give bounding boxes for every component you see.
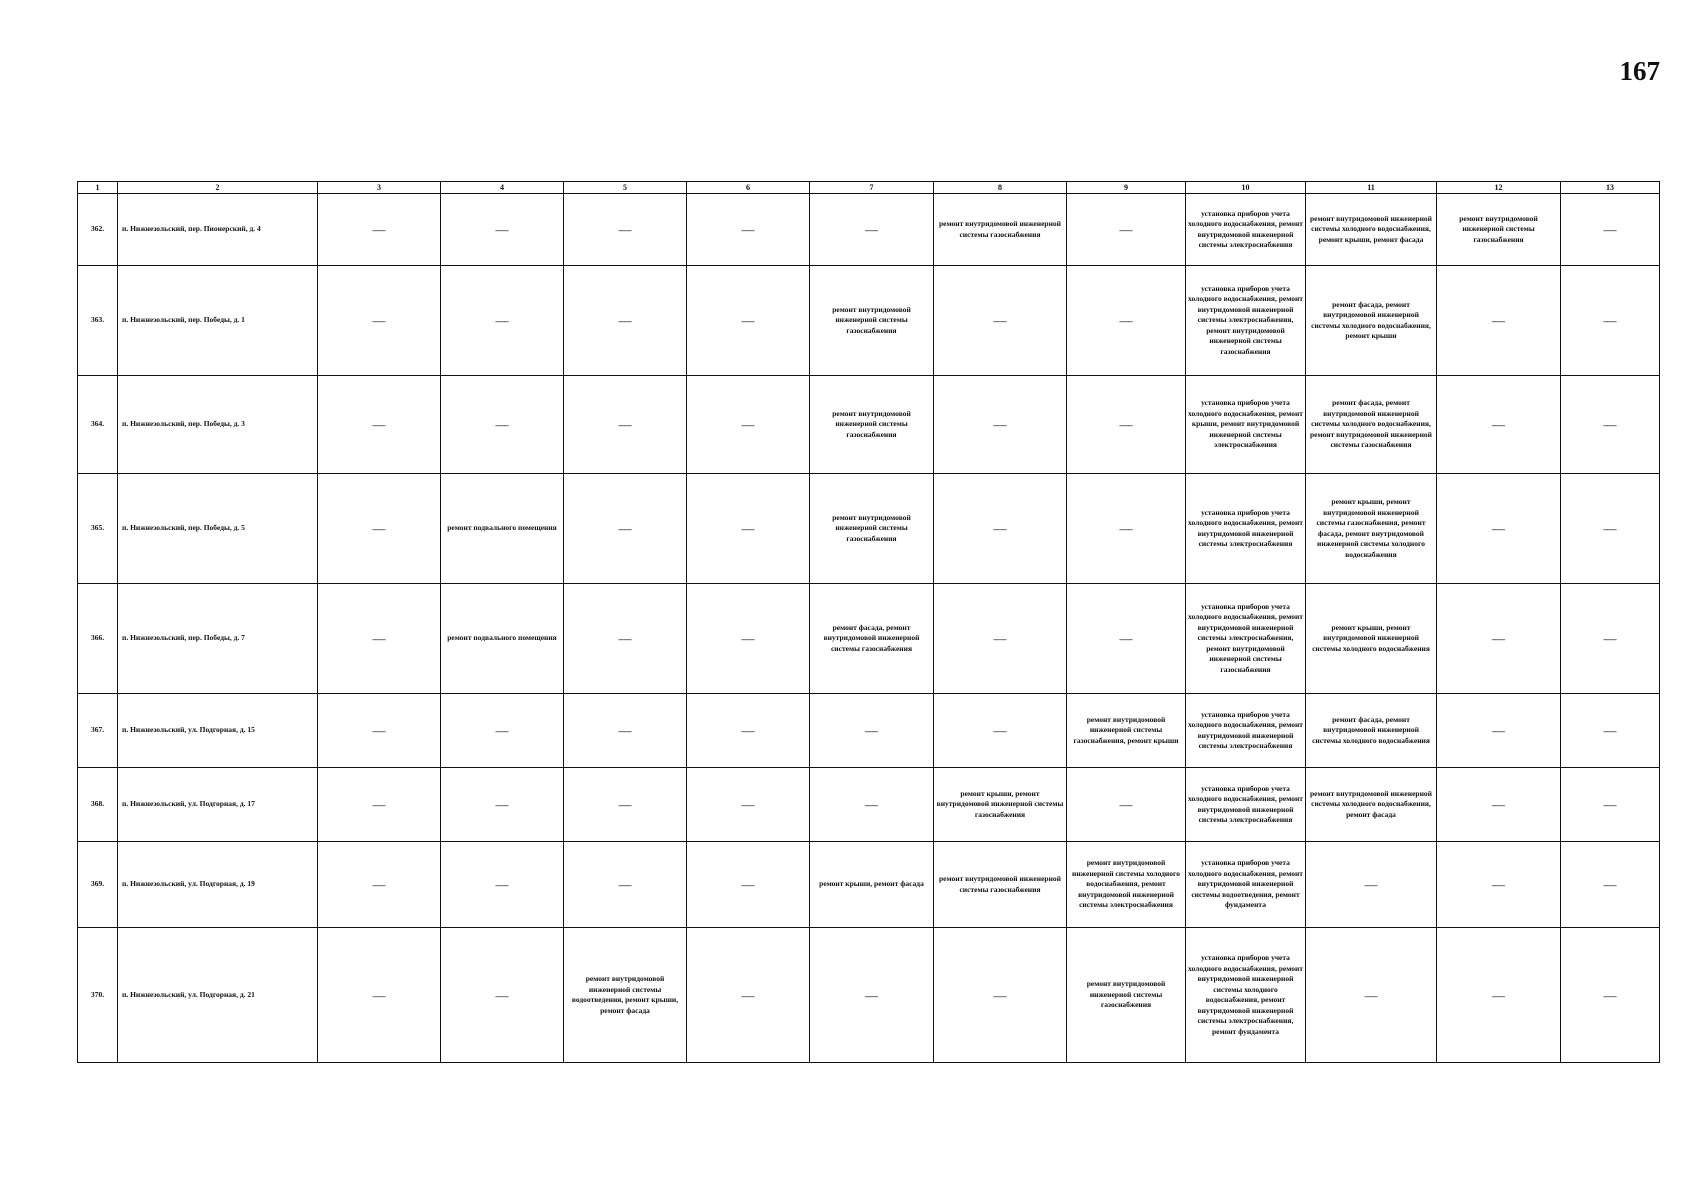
- row-number-cell: 367.: [78, 694, 118, 768]
- empty-dash-cell: —: [318, 266, 441, 376]
- empty-dash-cell: —: [934, 694, 1067, 768]
- work-type-cell: ремонт внутридомовой инженерной системы холодного водоснабжения, ремонт фасада: [1306, 768, 1437, 842]
- row-number-cell: 363.: [78, 266, 118, 376]
- work-type-cell: ремонт крыши, ремонт фасада: [810, 842, 934, 928]
- empty-dash-cell: —: [564, 474, 687, 584]
- empty-dash-cell: —: [687, 928, 810, 1063]
- empty-dash-cell: —: [1561, 376, 1660, 474]
- work-type-cell: установка приборов учета холодного водоснабжения, ремонт внутридомовой инженерной системы электроснабжения, ремонт внутридомовой инженерной системы газоснабжения: [1186, 266, 1306, 376]
- column-number: 7: [810, 182, 934, 194]
- column-number: 6: [687, 182, 810, 194]
- work-type-cell: ремонт фасада, ремонт внутридомовой инженерной системы холодного водоснабжения, ремонт внутридомовой инженерной системы газоснабжения: [1306, 376, 1437, 474]
- row-number-cell: 368.: [78, 768, 118, 842]
- work-type-cell: ремонт внутридомовой инженерной системы газоснабжения: [810, 266, 934, 376]
- table-row: [78, 376, 1660, 474]
- empty-dash-cell: —: [1437, 928, 1561, 1063]
- address-cell: п. Нижнезольский, ул. Подгорная, д. 21: [118, 928, 318, 1063]
- table-row: [78, 842, 1660, 928]
- work-type-cell: установка приборов учета холодного водоснабжения, ремонт внутридомовой инженерной системы электроснабжения: [1186, 194, 1306, 266]
- address-cell: п. Нижнезольский, ул. Подгорная, д. 19: [118, 842, 318, 928]
- address-cell: п. Нижнезольский, ул. Подгорная, д. 15: [118, 694, 318, 768]
- work-type-cell: установка приборов учета холодного водоснабжения, ремонт внутридомовой инженерной системы электроснабжения: [1186, 768, 1306, 842]
- table-row: [78, 474, 1660, 584]
- table-row: [78, 584, 1660, 694]
- empty-dash-cell: —: [687, 768, 810, 842]
- empty-dash-cell: —: [810, 194, 934, 266]
- work-type-cell: ремонт внутридомовой инженерной системы газоснабжения: [934, 194, 1067, 266]
- empty-dash-cell: —: [810, 694, 934, 768]
- empty-dash-cell: —: [318, 584, 441, 694]
- row-number-cell: 362.: [78, 194, 118, 266]
- empty-dash-cell: —: [687, 694, 810, 768]
- work-type-cell: установка приборов учета холодного водоснабжения, ремонт внутридомовой инженерной системы электроснабжения: [1186, 474, 1306, 584]
- empty-dash-cell: —: [1067, 474, 1186, 584]
- empty-dash-cell: —: [934, 928, 1067, 1063]
- column-number-row: [78, 182, 1660, 194]
- empty-dash-cell: —: [564, 584, 687, 694]
- empty-dash-cell: —: [1561, 842, 1660, 928]
- work-type-cell: установка приборов учета холодного водоснабжения, ремонт крыши, ремонт внутридомовой инженерной системы электроснабжения: [1186, 376, 1306, 474]
- row-number-cell: 370.: [78, 928, 118, 1063]
- row-number-cell: 364.: [78, 376, 118, 474]
- empty-dash-cell: —: [318, 694, 441, 768]
- repair-register-table: [77, 181, 1660, 1063]
- empty-dash-cell: —: [441, 376, 564, 474]
- column-number: 5: [564, 182, 687, 194]
- empty-dash-cell: —: [1561, 474, 1660, 584]
- address-cell: п. Нижнезольский, пер. Победы, д. 5: [118, 474, 318, 584]
- column-number: 4: [441, 182, 564, 194]
- empty-dash-cell: —: [687, 266, 810, 376]
- empty-dash-cell: —: [441, 928, 564, 1063]
- page-number: 167: [1619, 56, 1660, 86]
- work-type-cell: ремонт внутридомовой инженерной системы газоснабжения: [810, 376, 934, 474]
- empty-dash-cell: —: [1067, 266, 1186, 376]
- empty-dash-cell: —: [1437, 266, 1561, 376]
- work-type-cell: ремонт подвального помещения: [441, 474, 564, 584]
- empty-dash-cell: —: [441, 768, 564, 842]
- empty-dash-cell: —: [1437, 694, 1561, 768]
- address-cell: п. Нижнезольский, пер. Победы, д. 3: [118, 376, 318, 474]
- empty-dash-cell: —: [1437, 842, 1561, 928]
- empty-dash-cell: —: [687, 584, 810, 694]
- empty-dash-cell: —: [810, 928, 934, 1063]
- work-type-cell: ремонт внутридомовой инженерной системы газоснабжения, ремонт крыши: [1067, 694, 1186, 768]
- work-type-cell: ремонт крыши, ремонт внутридомовой инженерной системы холодного водоснабжения: [1306, 584, 1437, 694]
- address-cell: п. Нижнезольский, пер. Победы, д. 7: [118, 584, 318, 694]
- empty-dash-cell: —: [564, 376, 687, 474]
- column-number: 9: [1067, 182, 1186, 194]
- empty-dash-cell: —: [564, 194, 687, 266]
- empty-dash-cell: —: [441, 266, 564, 376]
- column-number: 1: [78, 182, 118, 194]
- column-number: 3: [318, 182, 441, 194]
- empty-dash-cell: —: [1437, 474, 1561, 584]
- column-number: 2: [118, 182, 318, 194]
- work-type-cell: ремонт внутридомовой инженерной системы газоснабжения: [1437, 194, 1561, 266]
- work-type-cell: установка приборов учета холодного водоснабжения, ремонт внутридомовой инженерной системы водоотведения, ремонт фундамента: [1186, 842, 1306, 928]
- column-number: 12: [1437, 182, 1561, 194]
- empty-dash-cell: —: [810, 768, 934, 842]
- work-type-cell: ремонт подвального помещения: [441, 584, 564, 694]
- row-number-cell: 369.: [78, 842, 118, 928]
- empty-dash-cell: —: [934, 474, 1067, 584]
- empty-dash-cell: —: [1306, 928, 1437, 1063]
- address-cell: п. Нижнезольский, ул. Подгорная, д. 17: [118, 768, 318, 842]
- row-number-cell: 366.: [78, 584, 118, 694]
- empty-dash-cell: —: [934, 584, 1067, 694]
- row-number-cell: 365.: [78, 474, 118, 584]
- work-type-cell: установка приборов учета холодного водоснабжения, ремонт внутридомовой инженерной системы электроснабжения, ремонт внутридомовой инженерной системы газоснабжения: [1186, 584, 1306, 694]
- work-type-cell: ремонт внутридомовой инженерной системы холодного водоснабжения, ремонт крыши, ремонт фасада: [1306, 194, 1437, 266]
- empty-dash-cell: —: [318, 928, 441, 1063]
- table-row: [78, 194, 1660, 266]
- empty-dash-cell: —: [687, 376, 810, 474]
- work-type-cell: установка приборов учета холодного водоснабжения, ремонт внутридомовой инженерной системы холодного водоснабжения, ремонт внутридомовой инженерной системы электроснабжения, ремонт фундамента: [1186, 928, 1306, 1063]
- work-type-cell: ремонт фасада, ремонт внутридомовой инженерной системы холодного водоснабжения: [1306, 694, 1437, 768]
- empty-dash-cell: —: [1561, 928, 1660, 1063]
- empty-dash-cell: —: [318, 768, 441, 842]
- table-row: [78, 694, 1660, 768]
- empty-dash-cell: —: [1306, 842, 1437, 928]
- work-type-cell: ремонт внутридомовой инженерной системы водоотведения, ремонт крыши, ремонт фасада: [564, 928, 687, 1063]
- empty-dash-cell: —: [1561, 694, 1660, 768]
- empty-dash-cell: —: [934, 376, 1067, 474]
- table-row: [78, 768, 1660, 842]
- empty-dash-cell: —: [564, 266, 687, 376]
- empty-dash-cell: —: [687, 194, 810, 266]
- empty-dash-cell: —: [1561, 194, 1660, 266]
- address-cell: п. Нижнезольский, пер. Победы, д. 1: [118, 266, 318, 376]
- empty-dash-cell: —: [564, 842, 687, 928]
- address-cell: п. Нижнезольский, пер. Пионерский, д. 4: [118, 194, 318, 266]
- empty-dash-cell: —: [318, 842, 441, 928]
- empty-dash-cell: —: [934, 266, 1067, 376]
- empty-dash-cell: —: [318, 194, 441, 266]
- work-type-cell: ремонт внутридомовой инженерной системы газоснабжения: [1067, 928, 1186, 1063]
- table-row: [78, 928, 1660, 1063]
- empty-dash-cell: —: [1067, 768, 1186, 842]
- work-type-cell: ремонт крыши, ремонт внутридомовой инженерной системы газоснабжения, ремонт фасада, ремонт внутридомовой инженерной системы холодного водоснабжения: [1306, 474, 1437, 584]
- empty-dash-cell: —: [318, 376, 441, 474]
- empty-dash-cell: —: [1437, 376, 1561, 474]
- empty-dash-cell: —: [441, 842, 564, 928]
- empty-dash-cell: —: [1067, 194, 1186, 266]
- empty-dash-cell: —: [441, 194, 564, 266]
- empty-dash-cell: —: [564, 768, 687, 842]
- empty-dash-cell: —: [1067, 584, 1186, 694]
- column-number: 13: [1561, 182, 1660, 194]
- empty-dash-cell: —: [1561, 266, 1660, 376]
- empty-dash-cell: —: [1437, 768, 1561, 842]
- work-type-cell: ремонт внутридомовой инженерной системы газоснабжения: [810, 474, 934, 584]
- table-row: [78, 266, 1660, 376]
- empty-dash-cell: —: [318, 474, 441, 584]
- empty-dash-cell: —: [687, 842, 810, 928]
- work-type-cell: ремонт внутридомовой инженерной системы холодного водоснабжения, ремонт внутридомовой инженерной системы электроснабжения: [1067, 842, 1186, 928]
- empty-dash-cell: —: [1561, 768, 1660, 842]
- column-number: 11: [1306, 182, 1437, 194]
- empty-dash-cell: —: [564, 694, 687, 768]
- empty-dash-cell: —: [687, 474, 810, 584]
- work-type-cell: ремонт внутридомовой инженерной системы газоснабжения: [934, 842, 1067, 928]
- column-number: 10: [1186, 182, 1306, 194]
- work-type-cell: установка приборов учета холодного водоснабжения, ремонт внутридомовой инженерной системы электроснабжения: [1186, 694, 1306, 768]
- empty-dash-cell: —: [1561, 584, 1660, 694]
- work-type-cell: ремонт фасада, ремонт внутридомовой инженерной системы холодного водоснабжения, ремонт крыши: [1306, 266, 1437, 376]
- empty-dash-cell: —: [441, 694, 564, 768]
- column-number: 8: [934, 182, 1067, 194]
- table-body: [78, 182, 1660, 1063]
- empty-dash-cell: —: [1437, 584, 1561, 694]
- work-type-cell: ремонт фасада, ремонт внутридомовой инженерной системы газоснабжения: [810, 584, 934, 694]
- work-type-cell: ремонт крыши, ремонт внутридомовой инженерной системы газоснабжения: [934, 768, 1067, 842]
- empty-dash-cell: —: [1067, 376, 1186, 474]
